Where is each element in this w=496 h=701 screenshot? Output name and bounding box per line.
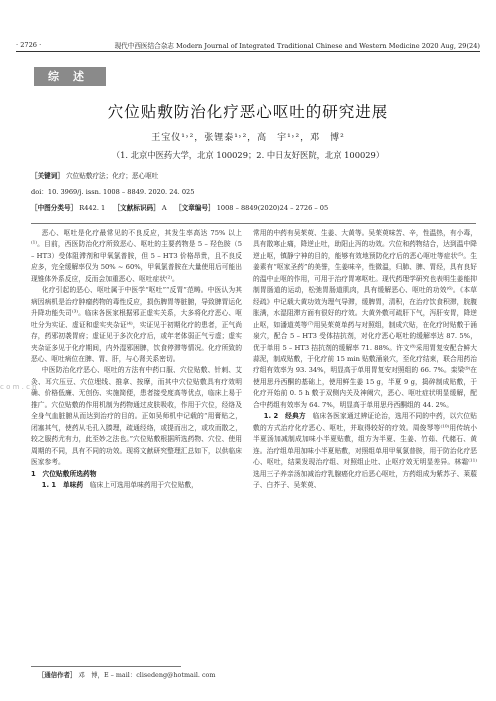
meta-rule bbox=[31, 223, 476, 224]
paragraph: 恶心、呕吐是化疗最常见的不良反应，其发生率高达 75% 以上⁽¹⁾。目前，西医防治化疗所致恶心、呕吐的主要药物是 5 – 羟色胺（5 – HT3）受体阻滞剂和甲氧氯普胺，但 5 – HT3 价格昂贵，且不良反应多，完全缓解率仅为 50% ~ 60%，甲氧氯普胺在大量使用后可能出现锥体外系反应，反而会加重恶心、呕吐症状⁽²⁾。 bbox=[31, 229, 242, 283]
keywords: 穴位贴敷疗法；化疗；恶心呕吐 bbox=[66, 172, 159, 180]
paragraph: 中医防治化疗恶心、呕吐的方法有中药口服、穴位贴敷、针刺、艾灸、耳穴压豆、穴位埋线、推拿、按摩，而其中穴位贴敷具有疗效明确、价格低廉、无创伤、实施简便，患者接受度高等优点，临床上易于推广。穴位贴敷的作用机制为药物通过皮肤吸收，作用于穴位，经络及全身气血脏腑从而达到治疗的目的。正如吴师机中记载的“用膏贴之，闭塞其气，使药从毛孔入腠理，疏通经络，或提而出之，或攻而散之，较之服药尤有力，此至妙之法也。”穴位贴敷根据所选药物、穴位、使用周期的不同，具有不同的功效。现将文献研究整理汇总如下，以供临床医家参考。 bbox=[31, 366, 242, 467]
doi-line bbox=[31, 186, 476, 196]
left-column bbox=[31, 228, 242, 491]
section-heading: 1 穴位贴敷所选药物 bbox=[31, 469, 97, 478]
paragraph: 化疗引起的恶心、呕吐属于中医学“呕吐”“反胃”范畴。中医认为其病因病机是治疗肿瘤药物的毒性反应，损伤脾胃等脏腑，导致脾胃运化升降功能失司⁽³⁾。临床各医家根据邪正虚实关系，大多将化疗恶心、呕吐分为实证、虚证和虚实夹杂证⁽⁴⁾，实证见于初期化疗的患者，正气尚存，药邪初袭胃府；虚证见于多次化疗后，或年老体弱正气亏虚；虚实夹杂证多见于化疗期间，内外湿邪困脾，饮食停滞等情况。化疗所致的恶心、呕吐病位在脾、胃、肝，与心肾关系密切。 bbox=[31, 286, 242, 363]
section-tag: 综述 bbox=[34, 67, 106, 86]
page-number: · 2726 · bbox=[16, 41, 42, 49]
paragraph: 常用的中药有吴茱萸、生姜、大黄等。吴茱萸味苦、辛，性温热，有小毒，具有散寒止痛，降逆止吐，助阳止泻的功效。穴位和药物结合，达到温中降逆止呕，镇静宁神的目的，能够有效地预防化疗后的恶心呕吐等症状⁽⁵⁾。生姜素有“呕家圣药”的美誉，生姜味辛，性微温，归肺、脾、胃经，具有良好的温中止呕的作用，可用于治疗胃寒呕吐。现代药理学研究也表明生姜能抑制胃肠道的运动，松弛胃肠道肌肉，具有缓解恶心、呕吐的功效⁽⁶⁾。《本草经疏》中记载大黄功效为理气导滞，缓脾胃，清积，在治疗饮食积滞，脘腹胀满，水湿阻滞方面有很好的疗效。大黄外敷可疏肝下气，泻肝安胃，降逆止呕，如潘道英等⁽⁷⁾用吴茱萸单药与对照组，制成穴贴，在化疗时贴敷于涌泉穴，配合 5 – HT3 受体拮抗剂，对化疗恶心呕吐的缓解率达 87. 5%，优于单用 5 – HT3 拮抗剂的缓解率 71. 88%。许文⁽⁸⁾采用胃复安配合鲜大蒜泥，制成贴敷，于化疗前 15 min 贴敷涌泉穴，至化疗结束，联合用药治疗组有效率为 93. 34%，明显高于单用胃复安对照组的 66. 7%。栾梁⁽⁹⁾在使用思丹西酮的基础上，使用鲜生姜 15 g，半夏 9 g，捣碎制成贴敷，于化疗开始前 0. 5 h 敷于双侧内关及神阙穴，恶心、呕吐症状明显缓解，配合中药组有效率为 64. 7%，明显高于单用思丹西酮组的 44. 2%。 bbox=[253, 229, 477, 409]
subsection-heading: 1. 2 经典方 bbox=[263, 412, 306, 421]
footnote-rule bbox=[31, 666, 181, 667]
watermark: c o m . c n bbox=[0, 383, 37, 391]
footnote-text: 邓 博，E – mail：clisedeng@hotmail. com bbox=[78, 671, 216, 679]
keywords-line bbox=[31, 170, 476, 180]
running-header bbox=[16, 40, 480, 50]
subsection-heading: 1. 1 单味药 bbox=[41, 480, 84, 489]
code-label: ［文献标识码］ bbox=[113, 204, 160, 212]
journal-name: 现代中西医结合杂志 Modern Journal of Integrated Traditional Chinese and Western Medicine 2020 Aug, 29(24) bbox=[114, 42, 480, 50]
header-rule bbox=[16, 51, 480, 52]
footnote-label: ［通信作者］ bbox=[38, 671, 77, 679]
right-column bbox=[253, 228, 477, 491]
footnote bbox=[38, 670, 215, 679]
subsection-text: 临床各医家通过辨证论治，选用不同的中药，以穴位贴敷的方式治疗化疗恶心、呕吐，并取得较好的疗效。周俊琴等⁽¹⁰⁾用传统小半夏汤加减制成加味小半夏贴敷，组方为半夏、生姜、竹茹、代赭石、黄连。治疗组单用加味小半夏贴敷，对照组单用甲氧氯普胺，用于防治化疗恶心、呕吐，结果发现治疗组、对照组止吐、止呕疗效无明显差异。林霜⁽¹¹⁾选用三子养亲汤加减治疗乳腺癌化疗后恶心呕吐，方药组成为紫苏子、莱菔子、白芥子、吴茱萸、 bbox=[253, 412, 477, 489]
cls-label: ［中图分类号］ bbox=[31, 204, 78, 212]
affiliation: （1. 北京中医药大学，北京 100029；2. 中日友好医院，北京 100029） bbox=[111, 150, 385, 160]
article-no-label: ［文章编号］ bbox=[175, 204, 215, 212]
classification-line bbox=[31, 202, 476, 212]
keywords-label: ［关键词］ bbox=[31, 172, 64, 180]
code-value: A bbox=[161, 204, 167, 212]
authors: 王宝仪¹˒²，张锂泰¹˒²，高 宇¹˒²，邓 博² bbox=[151, 133, 345, 143]
paragraph bbox=[253, 411, 477, 491]
cls-value: R442. 1 bbox=[79, 204, 106, 212]
doi: doi：10. 3969/j. issn. 1008 – 8849. 2020. 24. 025 bbox=[31, 188, 195, 196]
paragraph bbox=[31, 480, 242, 491]
article-no: 1008 – 8849(2020)24 – 2726 – 05 bbox=[216, 204, 329, 212]
subsection-text: 临床上可选用单味药用于穴位贴敷， bbox=[89, 480, 198, 489]
article-title: 穴位贴敷防治化疗恶心呕吐的研究进展 bbox=[107, 103, 389, 121]
